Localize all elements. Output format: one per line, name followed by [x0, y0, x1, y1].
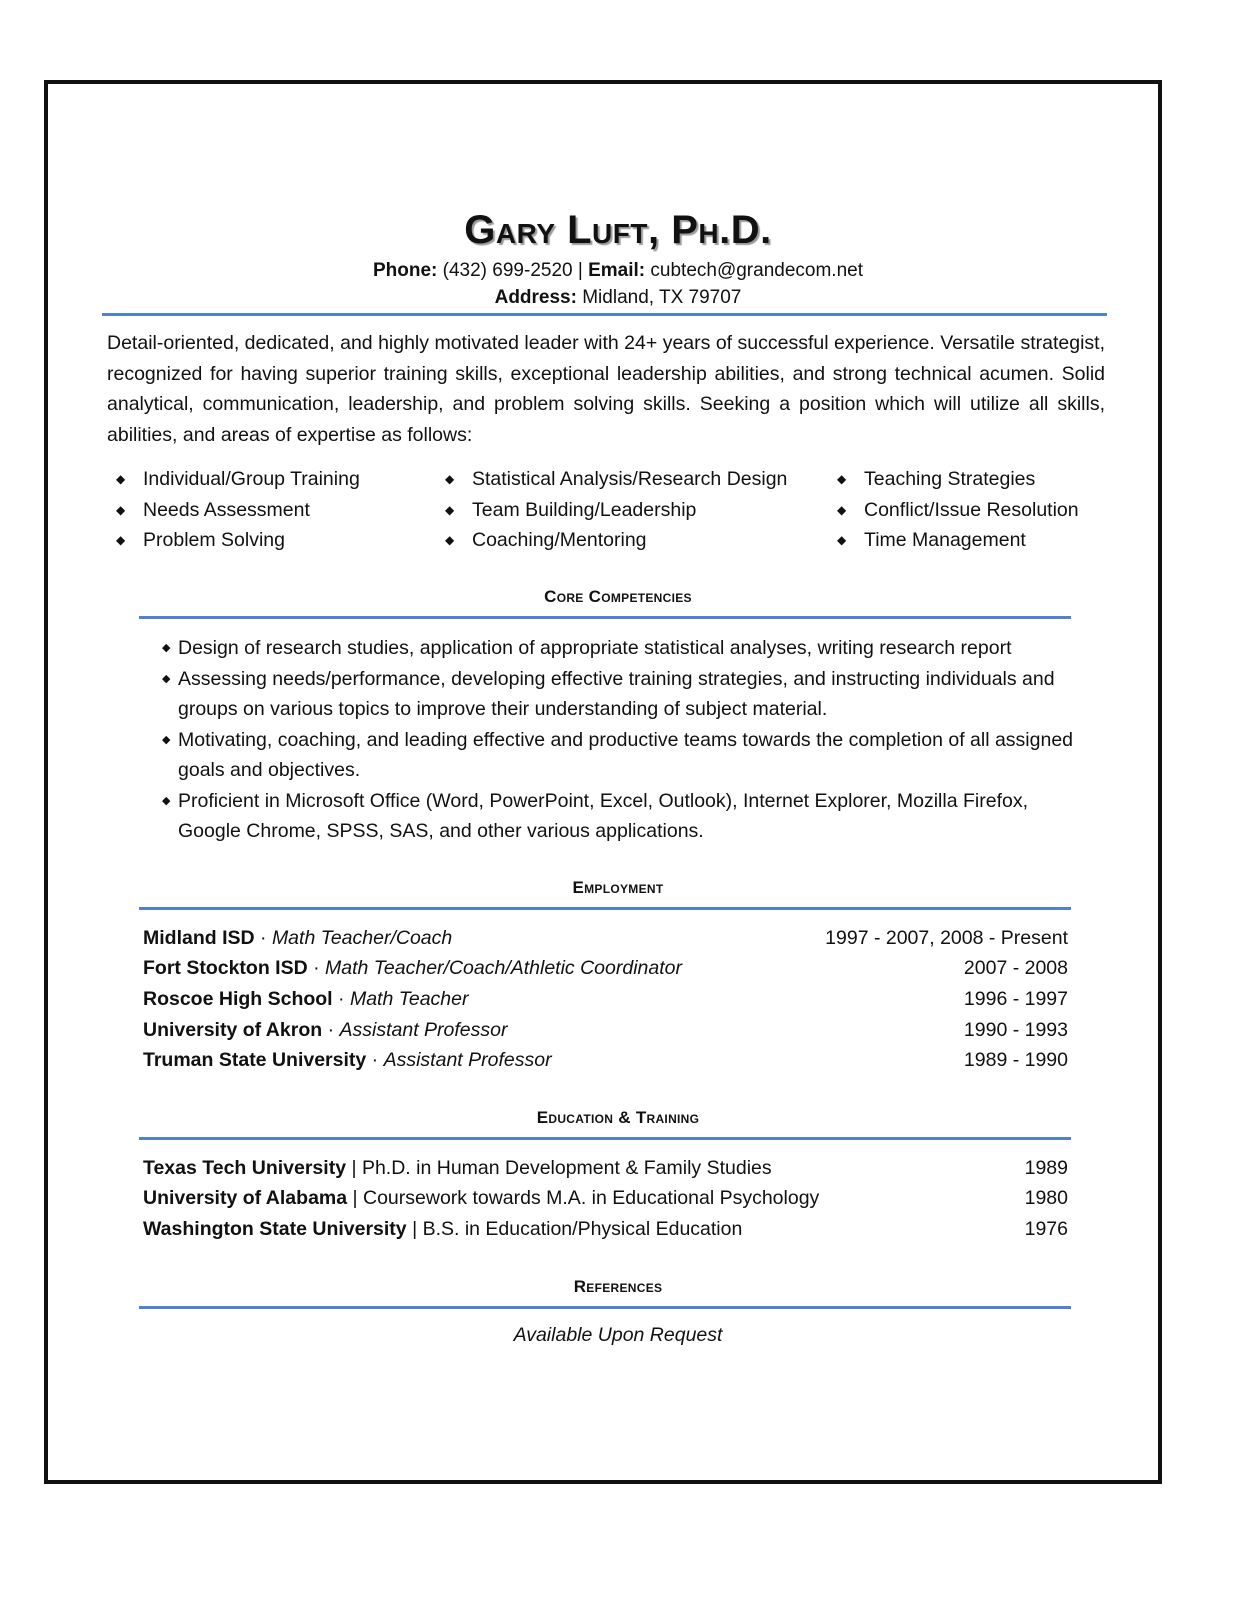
diamond-bullet-icon: ◆ [445, 472, 455, 486]
email-value[interactable]: cubtech@grandecom.net [650, 260, 863, 281]
section-title-employment: Employment [572, 878, 664, 897]
competency-item: ◆ Design of research studies, application of appropriate statistical analyses, writing research report [160, 633, 1080, 664]
job-title: Math Teacher/Coach/Athletic Coordinator [325, 957, 682, 979]
contact-separator: | [577, 260, 583, 281]
professional-summary: Detail-oriented, dedicated, and highly motivated leader with 24+ years of successful experience. Versatile strategist, recognized for having superior training skills, exceptional leadership abilities, and strong technical acumen. Solid analytical, communication, leadership, and problem solving skills. Seeking a position which will utilize all skills, abilities, and areas of expertise as follows: [107, 332, 1105, 446]
employer: Midland ISD [143, 927, 255, 949]
skill-item: ◆ Needs Assessment [107, 495, 360, 526]
employment-row: Fort Stockton ISD · Math Teacher/Coach/Athletic Coordinator 2007 - 2008 [143, 953, 1068, 983]
email-label: Email: [588, 260, 646, 281]
header-divider [102, 313, 1107, 316]
section-title-references: References [573, 1277, 663, 1296]
phone-value: (432) 699-2520 [442, 260, 573, 281]
competency-item: ◆ Motivating, coaching, and leading effective and productive teams towards the completion of all assigned goals and objectives. [160, 725, 1080, 786]
skill-item: ◆ Teaching Strategies [828, 464, 1079, 495]
references-text: Available Upon Request [513, 1324, 723, 1346]
job-title: Math Teacher/Coach [271, 927, 453, 949]
competency-item: ◆ Assessing needs/performance, developing effective training strategies, and instructing individuals and groups on various topics to improve their understanding of subject material. [160, 664, 1080, 725]
competency-item: ◆ Proficient in Microsoft Office (Word, PowerPoint, Excel, Outlook), Internet Explorer, Mozilla Firefox, Google Chrome, SPSS, SAS, and other various applications. [160, 786, 1080, 847]
skill-item: ◆ Conflict/Issue Resolution [828, 495, 1079, 526]
school: University of Alabama [143, 1187, 348, 1209]
employer: University of Akron [143, 1019, 323, 1041]
school: Texas Tech University [143, 1157, 347, 1179]
diamond-bullet-icon: ◆ [837, 502, 847, 517]
diamond-bullet-icon: ◆ [162, 642, 171, 654]
employment-row: Midland ISD · Math Teacher/Coach 1997 - 2007, 2008 - Present [143, 923, 1068, 953]
employer: Roscoe High School [143, 988, 333, 1010]
employment-dates: 1997 - 2007, 2008 - Present [825, 927, 1068, 949]
employer: Truman State University [143, 1049, 367, 1071]
diamond-bullet-icon: ◆ [162, 672, 171, 685]
employment-dates: 1996 - 1997 [963, 988, 1068, 1010]
section-divider [139, 1306, 1071, 1309]
diamond-bullet-icon: ◆ [116, 533, 126, 547]
diamond-bullet-icon: ◆ [162, 733, 171, 746]
degree: Ph.D. in Human Development & Family Studies [361, 1157, 772, 1179]
skills-column-1 [107, 464, 360, 556]
skill-item: ◆ Team Building/Leadership [436, 495, 787, 526]
skill-item: ◆ Coaching/Mentoring [436, 525, 787, 556]
address-value: Midland, TX 79707 [582, 287, 742, 308]
employment-dates: 1990 - 1993 [963, 1019, 1068, 1041]
education-year: 1989 [1024, 1157, 1068, 1179]
diamond-bullet-icon: ◆ [837, 533, 847, 547]
employer: Fort Stockton ISD [143, 957, 308, 979]
section-divider [139, 907, 1071, 910]
diamond-bullet-icon: ◆ [445, 533, 455, 547]
education-row: University of Alabama | Coursework towards M.A. in Educational Psychology 1980 [143, 1183, 1068, 1213]
diamond-bullet-icon: ◆ [445, 502, 455, 517]
employment-dates: 1989 - 1990 [963, 1049, 1068, 1071]
diamond-bullet-icon: ◆ [162, 794, 171, 807]
employment-row: Roscoe High School · Math Teacher 1996 - 1997 [143, 984, 1068, 1014]
skill-item: ◆ Problem Solving [107, 525, 360, 556]
section-divider [139, 616, 1071, 619]
skill-item: ◆ Individual/Group Training [107, 464, 360, 495]
skill-item: ◆ Statistical Analysis/Research Design [436, 464, 787, 495]
skills-column-3 [828, 464, 1079, 556]
competency-list [160, 633, 1080, 847]
diamond-bullet-icon: ◆ [116, 502, 126, 517]
section-title-core-competencies: Core Competencies [544, 587, 692, 606]
contact-line [0, 260, 1236, 282]
phone-label: Phone: [372, 260, 438, 281]
degree: B.S. in Education/Physical Education [422, 1218, 743, 1240]
candidate-name: Gary Luft, Ph.D. [464, 208, 772, 252]
diamond-bullet-icon: ◆ [837, 472, 847, 486]
skills-column-2 [436, 464, 787, 556]
degree: Coursework towards M.A. in Educational Psychology [363, 1187, 820, 1209]
education-year: 1980 [1024, 1187, 1068, 1209]
section-divider [139, 1137, 1071, 1140]
address-line [0, 287, 1236, 309]
education-row: Texas Tech University | Ph.D. in Human Development & Family Studies 1989 [143, 1153, 1068, 1183]
employment-row: University of Akron · Assistant Professor 1990 - 1993 [143, 1015, 1068, 1045]
job-title: Assistant Professor [383, 1049, 552, 1071]
job-title: Math Teacher [349, 988, 469, 1010]
section-title-education: Education & Training [536, 1108, 700, 1127]
education-row: Washington State University | B.S. in Education/Physical Education 1976 [143, 1214, 1068, 1244]
employment-dates: 2007 - 2008 [963, 957, 1068, 979]
school: Washington State University [143, 1218, 407, 1240]
employment-row: Truman State University · Assistant Professor 1989 - 1990 [143, 1045, 1068, 1075]
job-title: Assistant Professor [339, 1019, 508, 1041]
diamond-bullet-icon: ◆ [116, 472, 126, 486]
education-year: 1976 [1024, 1218, 1068, 1240]
skill-item: ◆ Time Management [828, 525, 1079, 556]
address-label: Address: [494, 287, 577, 308]
